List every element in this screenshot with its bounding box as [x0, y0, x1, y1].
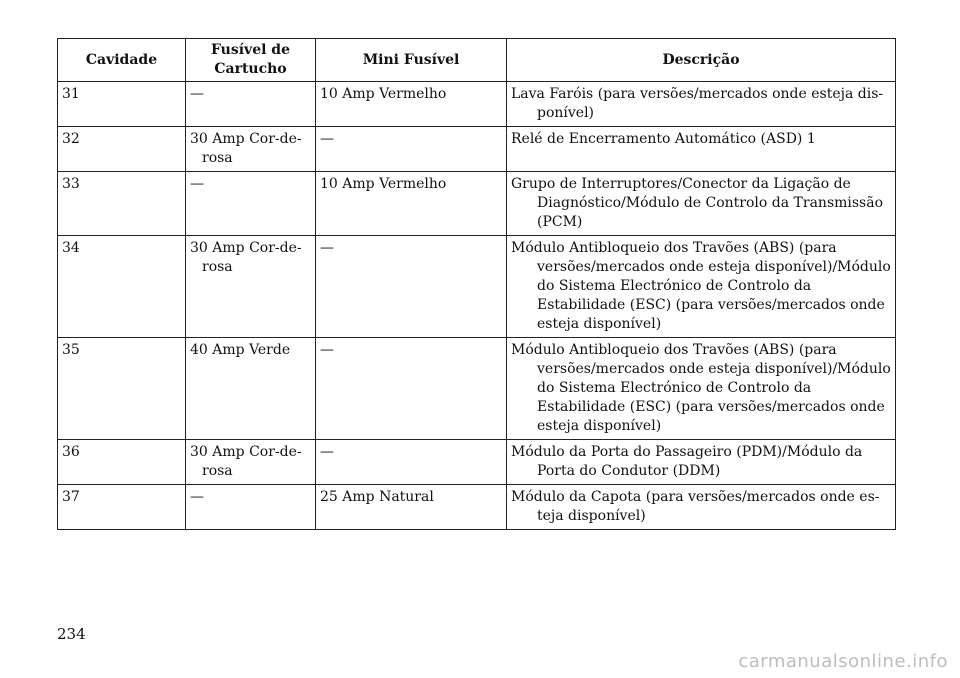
cell-mini: 25 Amp Natural — [316, 485, 507, 530]
cell-cartridge: 40 Amp Verde — [186, 338, 316, 440]
table-row — [58, 338, 896, 440]
cell-cartridge: — — [186, 485, 316, 530]
cell-cartridge: — — [186, 172, 316, 236]
cell-mini: 10 Amp Vermelho — [316, 82, 507, 127]
cell-cartridge: 30 Amp Cor-de-rosa — [186, 236, 316, 338]
header-description: Descrição — [507, 39, 896, 82]
cell-cartridge: 30 Amp Cor-de-rosa — [186, 127, 316, 172]
cell-cavity: 32 — [58, 127, 186, 172]
cell-description: Módulo da Porta do Passageiro (PDM)/Módulo da Porta do Condutor (DDM) — [507, 440, 896, 485]
watermark: carmanualsonline.info — [738, 651, 948, 672]
cell-mini: — — [316, 440, 507, 485]
table-row — [58, 236, 896, 338]
cell-description: Relé de Encerramento Automático (ASD) 1 — [507, 127, 896, 172]
fuse-table — [57, 38, 896, 530]
cell-mini: — — [316, 338, 507, 440]
table-row — [58, 485, 896, 530]
header-mini-fuse: Mini Fusível — [316, 39, 507, 82]
cell-cavity: 37 — [58, 485, 186, 530]
cell-cavity: 36 — [58, 440, 186, 485]
header-row — [58, 39, 896, 82]
table-row — [58, 172, 896, 236]
table-row — [58, 82, 896, 127]
cell-mini: — — [316, 236, 507, 338]
cell-description: Módulo Antibloqueio dos Travões (ABS) (para versões/mercados onde esteja disponível)/Módulo do Sistema Electrónico de Controlo da Estabilidade (ESC) (para versões/mercados onde esteja disponível) — [507, 236, 896, 338]
table-row — [58, 127, 896, 172]
cell-cavity: 31 — [58, 82, 186, 127]
table-row — [58, 440, 896, 485]
cell-mini: 10 Amp Vermelho — [316, 172, 507, 236]
cell-cartridge: — — [186, 82, 316, 127]
page-number: 234 — [57, 625, 86, 643]
cell-cavity: 35 — [58, 338, 186, 440]
cell-cartridge: 30 Amp Cor-de-rosa — [186, 440, 316, 485]
header-cavity: Cavidade — [58, 39, 186, 82]
cell-description: Módulo da Capota (para versões/mercados onde es-teja disponível) — [507, 485, 896, 530]
cell-cavity: 33 — [58, 172, 186, 236]
cell-description: Módulo Antibloqueio dos Travões (ABS) (para versões/mercados onde esteja disponível)/Módulo do Sistema Electrónico de Controlo da Estabilidade (ESC) (para versões/mercados onde esteja disponível) — [507, 338, 896, 440]
cell-mini: — — [316, 127, 507, 172]
cell-description: Lava Faróis (para versões/mercados onde esteja dis-ponível) — [507, 82, 896, 127]
cell-description: Grupo de Interruptores/Conector da Ligação de Diagnóstico/Módulo de Controlo da Transmissão (PCM) — [507, 172, 896, 236]
header-cartridge-fuse: Fusível de Cartucho — [186, 39, 316, 82]
cell-cavity: 34 — [58, 236, 186, 338]
